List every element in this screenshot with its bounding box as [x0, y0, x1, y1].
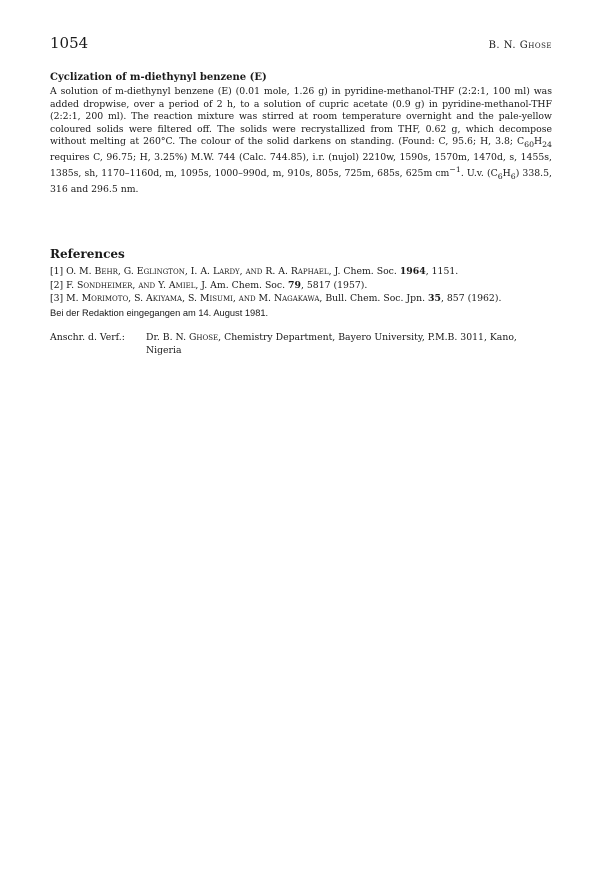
- reference-pages: , 1151.: [425, 266, 459, 277]
- unit-superscript: −1: [449, 165, 461, 175]
- reference-volume: 79: [288, 279, 301, 291]
- received-date: Bei der Redaktion eingegangen am 14. August 1981.: [50, 308, 269, 318]
- references-list: [50, 265, 552, 306]
- running-head-author: B. N. Ghose: [488, 40, 552, 51]
- reference-source: , J. Chem. Soc.: [328, 266, 400, 277]
- reference-pages: , 857 (1962).: [440, 293, 502, 304]
- paragraph-part-4: ) 338.5, 316 and 296.5 nm.: [50, 168, 552, 195]
- page-number: 1054: [50, 34, 89, 52]
- solvent-h: H: [502, 168, 511, 180]
- reference-number: [2]: [50, 279, 64, 291]
- author-address: [50, 332, 552, 357]
- address-name: Ghose: [188, 332, 219, 343]
- formula-subscript-h: 24: [542, 140, 552, 150]
- reference-number: [3]: [50, 293, 64, 304]
- address-text: [146, 332, 552, 357]
- paragraph-part-3: . U.v. (C: [460, 168, 498, 180]
- running-header: [50, 34, 552, 52]
- reference-pages: , 5817 (1957).: [300, 279, 368, 291]
- section-title: Cyclization of m-diethynyl benzene (E): [50, 72, 267, 83]
- reference-item: [50, 265, 552, 279]
- experimental-paragraph: [50, 86, 552, 197]
- formula-h: H: [534, 136, 543, 148]
- reference-source: , Bull. Chem. Soc. Jpn.: [319, 293, 428, 304]
- reference-item: [50, 279, 552, 293]
- reference-volume: 1964: [399, 266, 426, 277]
- reference-authors: M. Morimoto, S. Akiyama, S. Misumi, and M. Nagakawa: [66, 293, 320, 304]
- reference-source: , J. Am. Chem. Soc.: [195, 279, 289, 291]
- solvent-subscript-h: 6: [510, 172, 516, 182]
- paragraph-part-1: A solution of m-diethynyl benzene (E) (0.01 mole, 1.26 g) in pyridine-methanol-THF (2:2:1, 100 ml) was added dropwise, over a period of 2 h, to a solution of cupric acetate (0.9 g) in pyridine-methanol-THF (2:2:1, 200 ml). The reaction mixture was stirred at room temperature overnight and the pale-yellow coloured solids were filtered off. The solids were recrystallized from THF, 0.62 g, which decompose without melting at 260°C. The colour of the solid darkens on standing. (Found: C, 95.6; H, 3.8; C: [50, 86, 552, 148]
- paragraph-part-2: requires C, 96.75; H, 3.25%) M.W. 744 (Calc. 744.85), i.r. (nujol) 2210w, 1590s, 1570m, 1470d, s, 1455s, 1385s, sh, 1170–1160d, m, 1095s, 1000–990d, m, 910s, 805s, 725m, 685s, 625m cm: [50, 151, 552, 180]
- address-label: Anschr. d. Verf.:: [50, 332, 125, 343]
- references-heading: References: [50, 247, 125, 261]
- reference-number: [1]: [50, 266, 64, 277]
- reference-item: [50, 292, 552, 306]
- reference-authors: F. Sondheimer, and Y. Amiel: [66, 279, 196, 291]
- solvent-subscript-c: 6: [497, 172, 503, 182]
- address-rest: , Chemistry Department, Bayero University, P.M.B. 3011, Kano, Nigeria: [146, 332, 517, 356]
- reference-volume: 35: [428, 293, 441, 304]
- reference-authors: O. M. Behr, G. Eglington, I. A. Lardy, and R. A. Raphael: [66, 266, 329, 277]
- formula-subscript-c: 60: [524, 140, 535, 150]
- address-prefix: Dr. B. N.: [146, 332, 189, 343]
